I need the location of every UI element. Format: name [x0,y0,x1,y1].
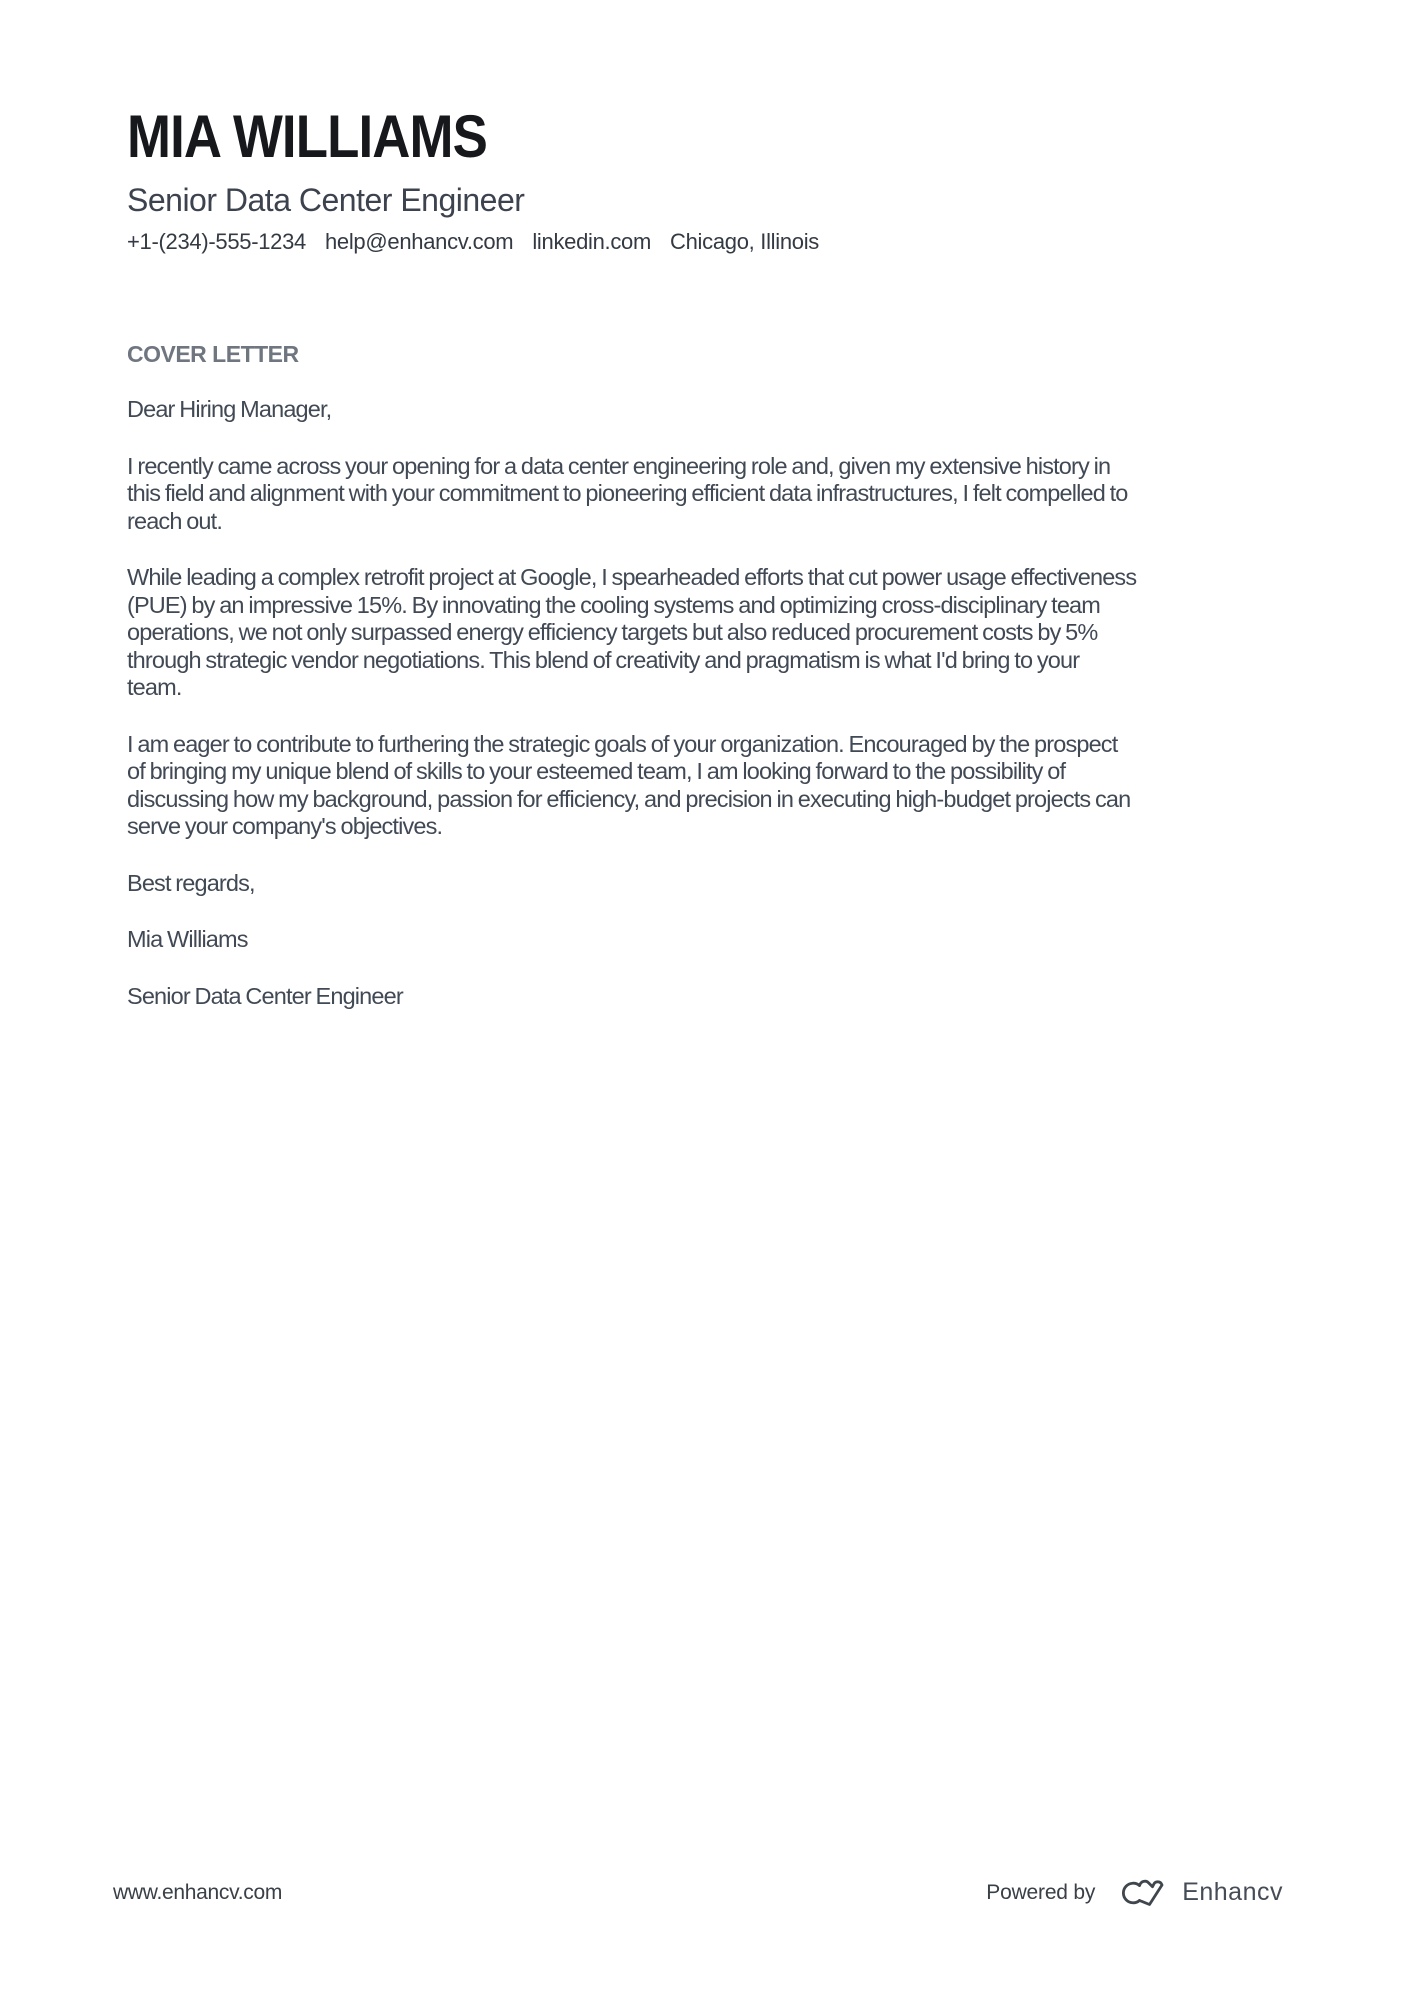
candidate-name: MIA WILLIAMS [127,103,487,170]
powered-by-label: Powered by [986,1880,1096,1904]
contact-row [127,228,1283,257]
signature-name: Mia Williams [127,926,248,953]
letter-closing: Best regards, [127,869,255,896]
contact-location: Chicago, Illinois [670,228,819,254]
powered-by-group [986,1878,1283,1907]
document-header [127,103,1283,256]
candidate-job-title: Senior Data Center Engineer [127,182,525,218]
signature-title: Senior Data Center Engineer [127,982,403,1009]
contact-phone: +1-(234)-555-1234 [127,228,306,254]
page-footer [113,1878,1283,1907]
letter-paragraph: While leading a complex retrofit project at Google, I spearheaded efforts that cut power usage effectiveness (PUE) by an impressive 15%. By innovating the cooling systems and optimizing cross-disciplinary team operations, we not only surpassed energy efficiency targets but also reduced procurement costs by 5% through strategic vendor negotiations. This blend of creativity and pragmatism is what I'd bring to your team. [127,564,1137,701]
contact-linkedin-link[interactable]: linkedin.com [532,228,652,254]
letter-salutation: Dear Hiring Manager, [127,396,332,423]
letter-paragraph: I am eager to contribute to furthering the strategic goals of your organization. Encouraged by the prospect of bringing my unique blend of skills to your esteemed team, I am looking forward to the possibility of discussing how my background, passion for efficiency, and precision in executing high-budget projects can serve your company's objectives. [127,730,1131,840]
letter-body [127,396,1283,1010]
cover-letter-section-label: COVER LETTER [127,341,299,368]
contact-email-link[interactable]: help@enhancv.com [324,228,514,254]
letter-paragraph: I recently came across your opening for a data center engineering role and, given my extensive history in this field and alignment with your commitment to pioneering efficient data infrastructures, I felt compelled to reach out. [127,452,1128,534]
enhancv-logo-icon [1122,1879,1169,1906]
footer-website-link[interactable]: www.enhancv.com [113,1880,283,1904]
enhancv-brand-wordmark: Enhancv [1182,1878,1283,1906]
